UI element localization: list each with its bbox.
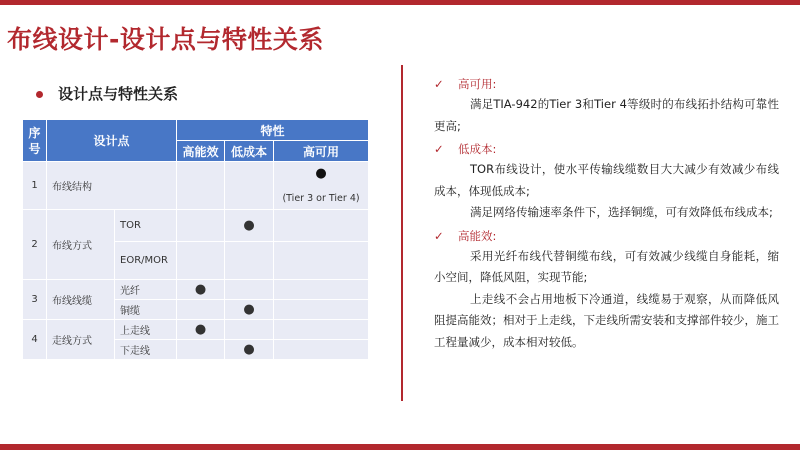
design-point-name: 走线方式 xyxy=(47,320,115,360)
header-low-cost: 低成本 xyxy=(225,141,274,162)
check-icon: ✓ xyxy=(434,228,444,243)
header-availability: 高可用 xyxy=(274,141,369,162)
header-seq: 序号 xyxy=(23,120,47,162)
efficiency-cell xyxy=(177,210,225,242)
row-number: 4 xyxy=(23,320,47,360)
availability-mark: ● xyxy=(315,166,327,181)
availability-cell xyxy=(274,300,369,320)
efficiency-cell xyxy=(177,162,225,210)
heading-text: 高可用: xyxy=(458,77,497,91)
bullet-dot-icon xyxy=(36,91,43,98)
efficiency-cell xyxy=(177,300,225,320)
table-row xyxy=(23,210,369,242)
paragraph: 满足TIA-942的Tier 3和Tier 4等级时的布线拓扑结构可靠性更高; xyxy=(434,97,779,133)
design-point-name: 布线结构 xyxy=(47,162,177,210)
page-title: 布线设计-设计点与特性关系 xyxy=(7,25,324,54)
efficiency-mark: ● xyxy=(177,320,225,340)
subheading-text: 设计点与特性关系 xyxy=(58,85,179,103)
vertical-divider xyxy=(401,65,403,401)
check-icon: ✓ xyxy=(434,142,444,156)
low-cost-cell xyxy=(225,242,274,280)
design-point-name: 布线线缆 xyxy=(47,280,115,320)
header-efficiency: 高能效 xyxy=(177,141,225,162)
sub-option: 铜缆 xyxy=(115,300,177,320)
section-heading-availability xyxy=(434,74,779,94)
design-feature-table xyxy=(22,119,369,360)
sub-option: 上走线 xyxy=(115,320,177,340)
efficiency-mark: ● xyxy=(177,280,225,300)
availability-cell xyxy=(274,320,369,340)
paragraph: 上走线不会占用地板下冷通道，线缆易于观察，从而降低风阻提高能效；相对于上走线，下走线所需安装和支撑部件较少，施工工程量减少，成本相对较低。 xyxy=(434,291,779,349)
efficiency-cell xyxy=(177,340,225,360)
availability-cell xyxy=(274,242,369,280)
availability-cell xyxy=(274,210,369,242)
table-row xyxy=(23,162,369,210)
bottom-accent-bar xyxy=(0,444,800,450)
heading-text: 低成本: xyxy=(458,142,497,156)
section-heading-efficiency xyxy=(434,226,779,246)
heading-text: 高能效: xyxy=(458,228,497,243)
row-number: 3 xyxy=(23,280,47,320)
availability-note: (Tier 3 or Tier 4) xyxy=(282,193,360,204)
paragraph: TOR布线设计，使水平传输线缆数目大大减少有效减少布线成本，体现低成本; xyxy=(434,162,779,198)
design-point-name: 布线方式 xyxy=(47,210,115,280)
low-cost-cell xyxy=(225,320,274,340)
low-cost-mark: ● xyxy=(225,300,274,320)
sub-option: 光纤 xyxy=(115,280,177,300)
low-cost-cell xyxy=(225,280,274,300)
sub-option: 下走线 xyxy=(115,340,177,360)
header-feature: 特性 xyxy=(177,120,369,141)
paragraph: 满足网络传输速率条件下，选择铜缆，可有效降低布线成本; xyxy=(470,205,773,219)
efficiency-cell xyxy=(177,242,225,280)
low-cost-mark: ● xyxy=(225,340,274,360)
low-cost-cell xyxy=(225,162,274,210)
availability-cell xyxy=(274,340,369,360)
availability-cell xyxy=(274,162,369,210)
check-icon: ✓ xyxy=(434,77,444,91)
availability-cell xyxy=(274,280,369,300)
sub-option: EOR/MOR xyxy=(115,242,177,280)
sub-option: TOR xyxy=(115,210,177,242)
header-design-point: 设计点 xyxy=(47,120,177,162)
row-number: 1 xyxy=(23,162,47,210)
feature-explanations xyxy=(434,74,779,353)
low-cost-mark: ● xyxy=(225,210,274,242)
top-accent-bar xyxy=(0,0,800,5)
row-number: 2 xyxy=(23,210,47,280)
table-row xyxy=(23,280,369,300)
paragraph: 采用光纤布线代替铜缆布线，可有效减少线缆自身能耗，缩小空间，降低风阻，实现节能; xyxy=(434,248,779,284)
section-heading-low-cost xyxy=(434,139,779,159)
table-row xyxy=(23,320,369,340)
